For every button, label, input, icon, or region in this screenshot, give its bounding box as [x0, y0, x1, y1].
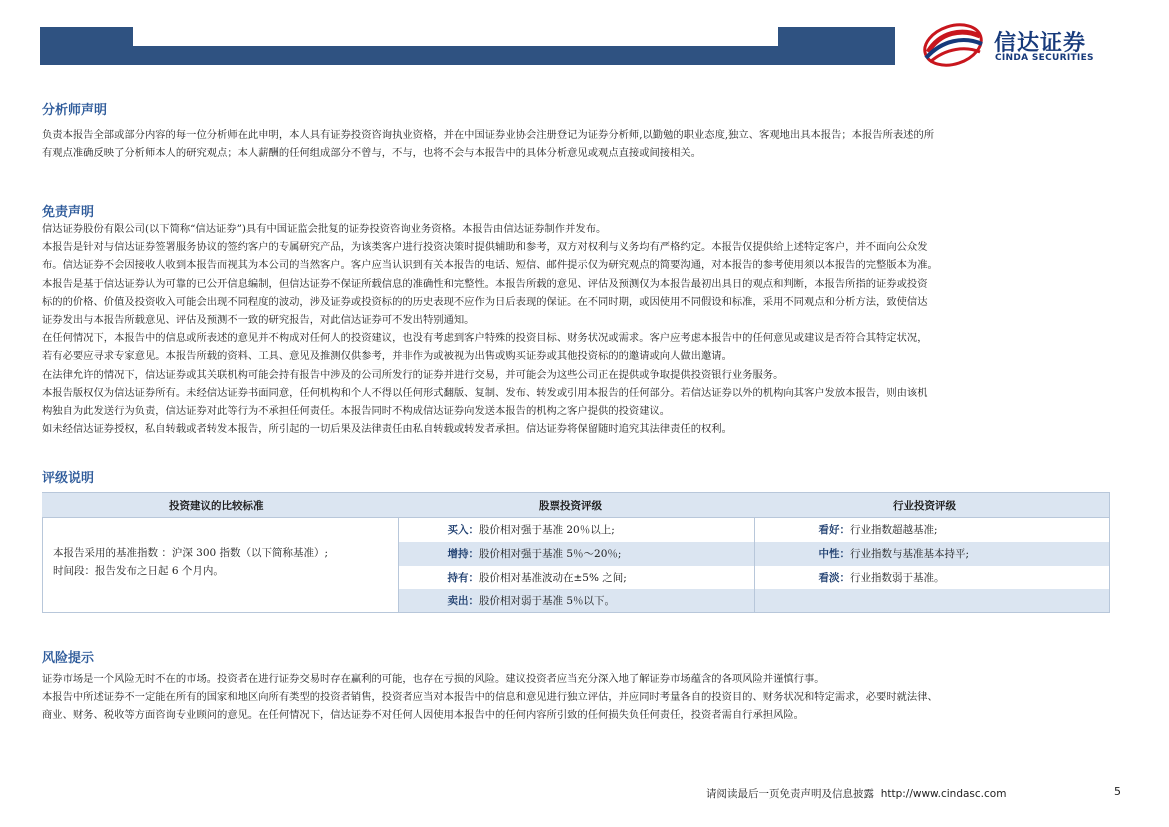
brand-name-cn: 信达证券: [994, 31, 1087, 56]
industry-rating-text: 行业指数弱于基准。: [850, 572, 945, 584]
footer-url-link[interactable]: http://www.cindasc.com: [880, 788, 1007, 800]
text-line: 标的的价格、价值及投资收入可能会出现不同程度的波动，涉及证券或投资标的的历史表现不应作为日后表现的保证。在不同时期，或因使用不同假设和标准，采用不同观点和分析方法，致使信达: [42, 295, 928, 308]
text-line: 在任何情况下，本报告中的信息或所表述的意见并不构成对任何人的投资建议，也没有考虑到客户特殊的投资目标、财务状况或需求。客户应考虑本报告中的任何意见或建议是否符合其特定状况，: [42, 332, 928, 345]
text-line: 证券市场是一个风险无时不在的市场。投资者在进行证券交易时存在赢利的可能，也存在亏损的风险。建议投资者应当充分深入地了解证券市场蕴含的各项风险并谨慎行事。: [42, 673, 825, 685]
cinda-logo-icon: [922, 22, 984, 68]
text-line: 证券发出与本报告所载意见、评估及预测不一致的研究报告，对此信达证券可不发出特别通知。: [42, 314, 475, 327]
stock-rating-label: 持有：: [447, 572, 479, 584]
industry-rating-text: 行业指数超越基准;: [850, 524, 938, 536]
industry-rating-label: 看好：: [818, 524, 850, 536]
header-industry-rating: 行业投资评级: [893, 500, 956, 512]
rating-table: [42, 492, 1110, 613]
analyst-paragraph: [42, 126, 1125, 162]
text-line: 本报告是针对与信达证券签署服务协议的签约客户的专属研究产品，为该类客户进行投资决策时提供辅助和参考，双方对权利与义务均有严格约定。本报告仅提供给上述特定客户，并不面向公众发: [42, 241, 928, 254]
industry-rating-label: 看淡：: [818, 572, 850, 584]
disclaimer-paragraph: [42, 220, 1125, 438]
table-divider: [754, 518, 755, 613]
rating-section-title: 评级说明: [42, 471, 95, 486]
risk-section-title: 风险提示: [42, 651, 95, 666]
text-line: 本报告版权仅为信达证券所有。未经信达证券书面同意，任何机构和个人不得以任何形式翻版、复制、发布、转发或引用本报告的任何部分。若信达证券以外的机构向其客户发放本报告，则由该机: [42, 386, 928, 399]
text-line: 若有必要应寻求专家意见。本报告所载的资料、工具、意见及推测仅供参考，并非作为或被视为出售或购买证券或其他投资标的的邀请或向人做出邀请。: [42, 350, 732, 363]
footer-notice: [706, 786, 1006, 801]
table-divider: [1109, 492, 1110, 613]
text-line: 本报告中所述证券不一定能在所有的国家和地区向所有类型的投资者销售，投资者应当对本报告中的信息和意见进行独立评估，并应同时考量各自的投资目的、财务状况和特定需求，必要时就法律、: [42, 691, 938, 704]
text-line: 布。信达证券不会因接收人收到本报告而视其为本公司的当然客户。客户应当认识到有关本报告的电话、短信、邮件提示仅为研究观点的简要沟通，对本报告的参考使用须以本报告的完整版本为准。: [42, 259, 938, 272]
stock-rating-label: 增持：: [447, 548, 479, 560]
stock-rating-text: 股价相对强于基准 20％以上;: [479, 524, 615, 536]
text-line: 信达证券股份有限公司(以下简称“信达证券”)具有中国证监会批复的证券投资咨询业务资格。本报告由信达证券制作并发布。: [42, 223, 607, 235]
text-line: 负责本报告全部或部分内容的每一位分析师在此申明，本人具有证券投资咨询执业资格，并在中国证券业协会注册登记为证券分析师,以勤勉的职业态度,独立、客观地出具本报告；本报告所表述的所: [42, 129, 935, 141]
table-divider: [399, 612, 1110, 613]
page-number: 5: [1114, 785, 1121, 798]
text-line: 在法律允许的情况下，信达证券或其关联机构可能会持有报告中涉及的公司所发行的证券并进行交易，并可能会为这些公司正在提供或争取提供投资银行业务服务。: [42, 368, 784, 381]
header-stock-rating: 股票投资评级: [539, 500, 602, 512]
footer-disclaimer-text: 请阅读最后一页免责声明及信息披露: [706, 788, 874, 800]
rating-table-header: [42, 492, 1110, 518]
stock-rating-text: 股价相对基准波动在±5% 之间;: [479, 572, 627, 584]
stock-rating-text: 股价相对强于基准 5％～20％;: [479, 548, 622, 560]
brand-logo: [922, 22, 1122, 68]
rating-basis-line: 时间段：报告发布之日起 6 个月内。: [53, 565, 224, 577]
rating-basis-line: 本报告采用的基准指数 ：沪深 300 指数（以下简称基准）;: [53, 547, 329, 559]
rating-basis-cell: [42, 518, 399, 613]
text-line: 构独自为此发送行为负责，信达证券对此等行为不承担任何责任。本报告同时不构成信达证券向发送本报告的机构之客户提供的投资建议。: [42, 405, 671, 418]
header-comparison-basis: 投资建议的比较标准: [169, 500, 264, 512]
disclaimer-section-title: 免责声明: [42, 205, 95, 220]
header-bar-notch: [133, 27, 778, 46]
stock-rating-label: 卖出：: [447, 595, 479, 607]
text-line: 商业、财务、税收等方面咨询专业顾问的意见。在任何情况下，信达证券不对任何人因使用本报告中的任何内容所引致的任何损失负任何责任，投资者需自行承担风险。: [42, 709, 804, 722]
stock-rating-text: 股价相对弱于基准 5％以下。: [479, 595, 616, 607]
brand-name-en: CINDA SECURITIES: [995, 53, 1094, 63]
industry-rating-label: 中性：: [818, 548, 850, 560]
industry-rating-text: 行业指数与基准基本持平;: [850, 548, 970, 560]
text-line: 有观点准确反映了分析师本人的研究观点；本人薪酬的任何组成部分不曾与，不与，也将不会与本报告中的具体分析意见或观点直接或间接相关。: [42, 147, 701, 160]
analyst-section-title: 分析师声明: [42, 103, 108, 118]
text-line: 本报告是基于信达证券认为可靠的已公开信息编制，但信达证券不保证所载信息的准确性和完整性。本报告所载的意见、评估及预测仅为本报告最初出具日的观点和判断，本报告所指的证券或投资: [42, 277, 928, 290]
stock-rating-label: 买入：: [447, 524, 479, 536]
risk-paragraph: [42, 670, 1125, 725]
text-line: 如未经信达证券授权，私自转载或者转发本报告，所引起的一切后果及法律责任由私自转载或转发者承担。信达证券将保留随时追究其法律责任的权利。: [42, 423, 732, 436]
